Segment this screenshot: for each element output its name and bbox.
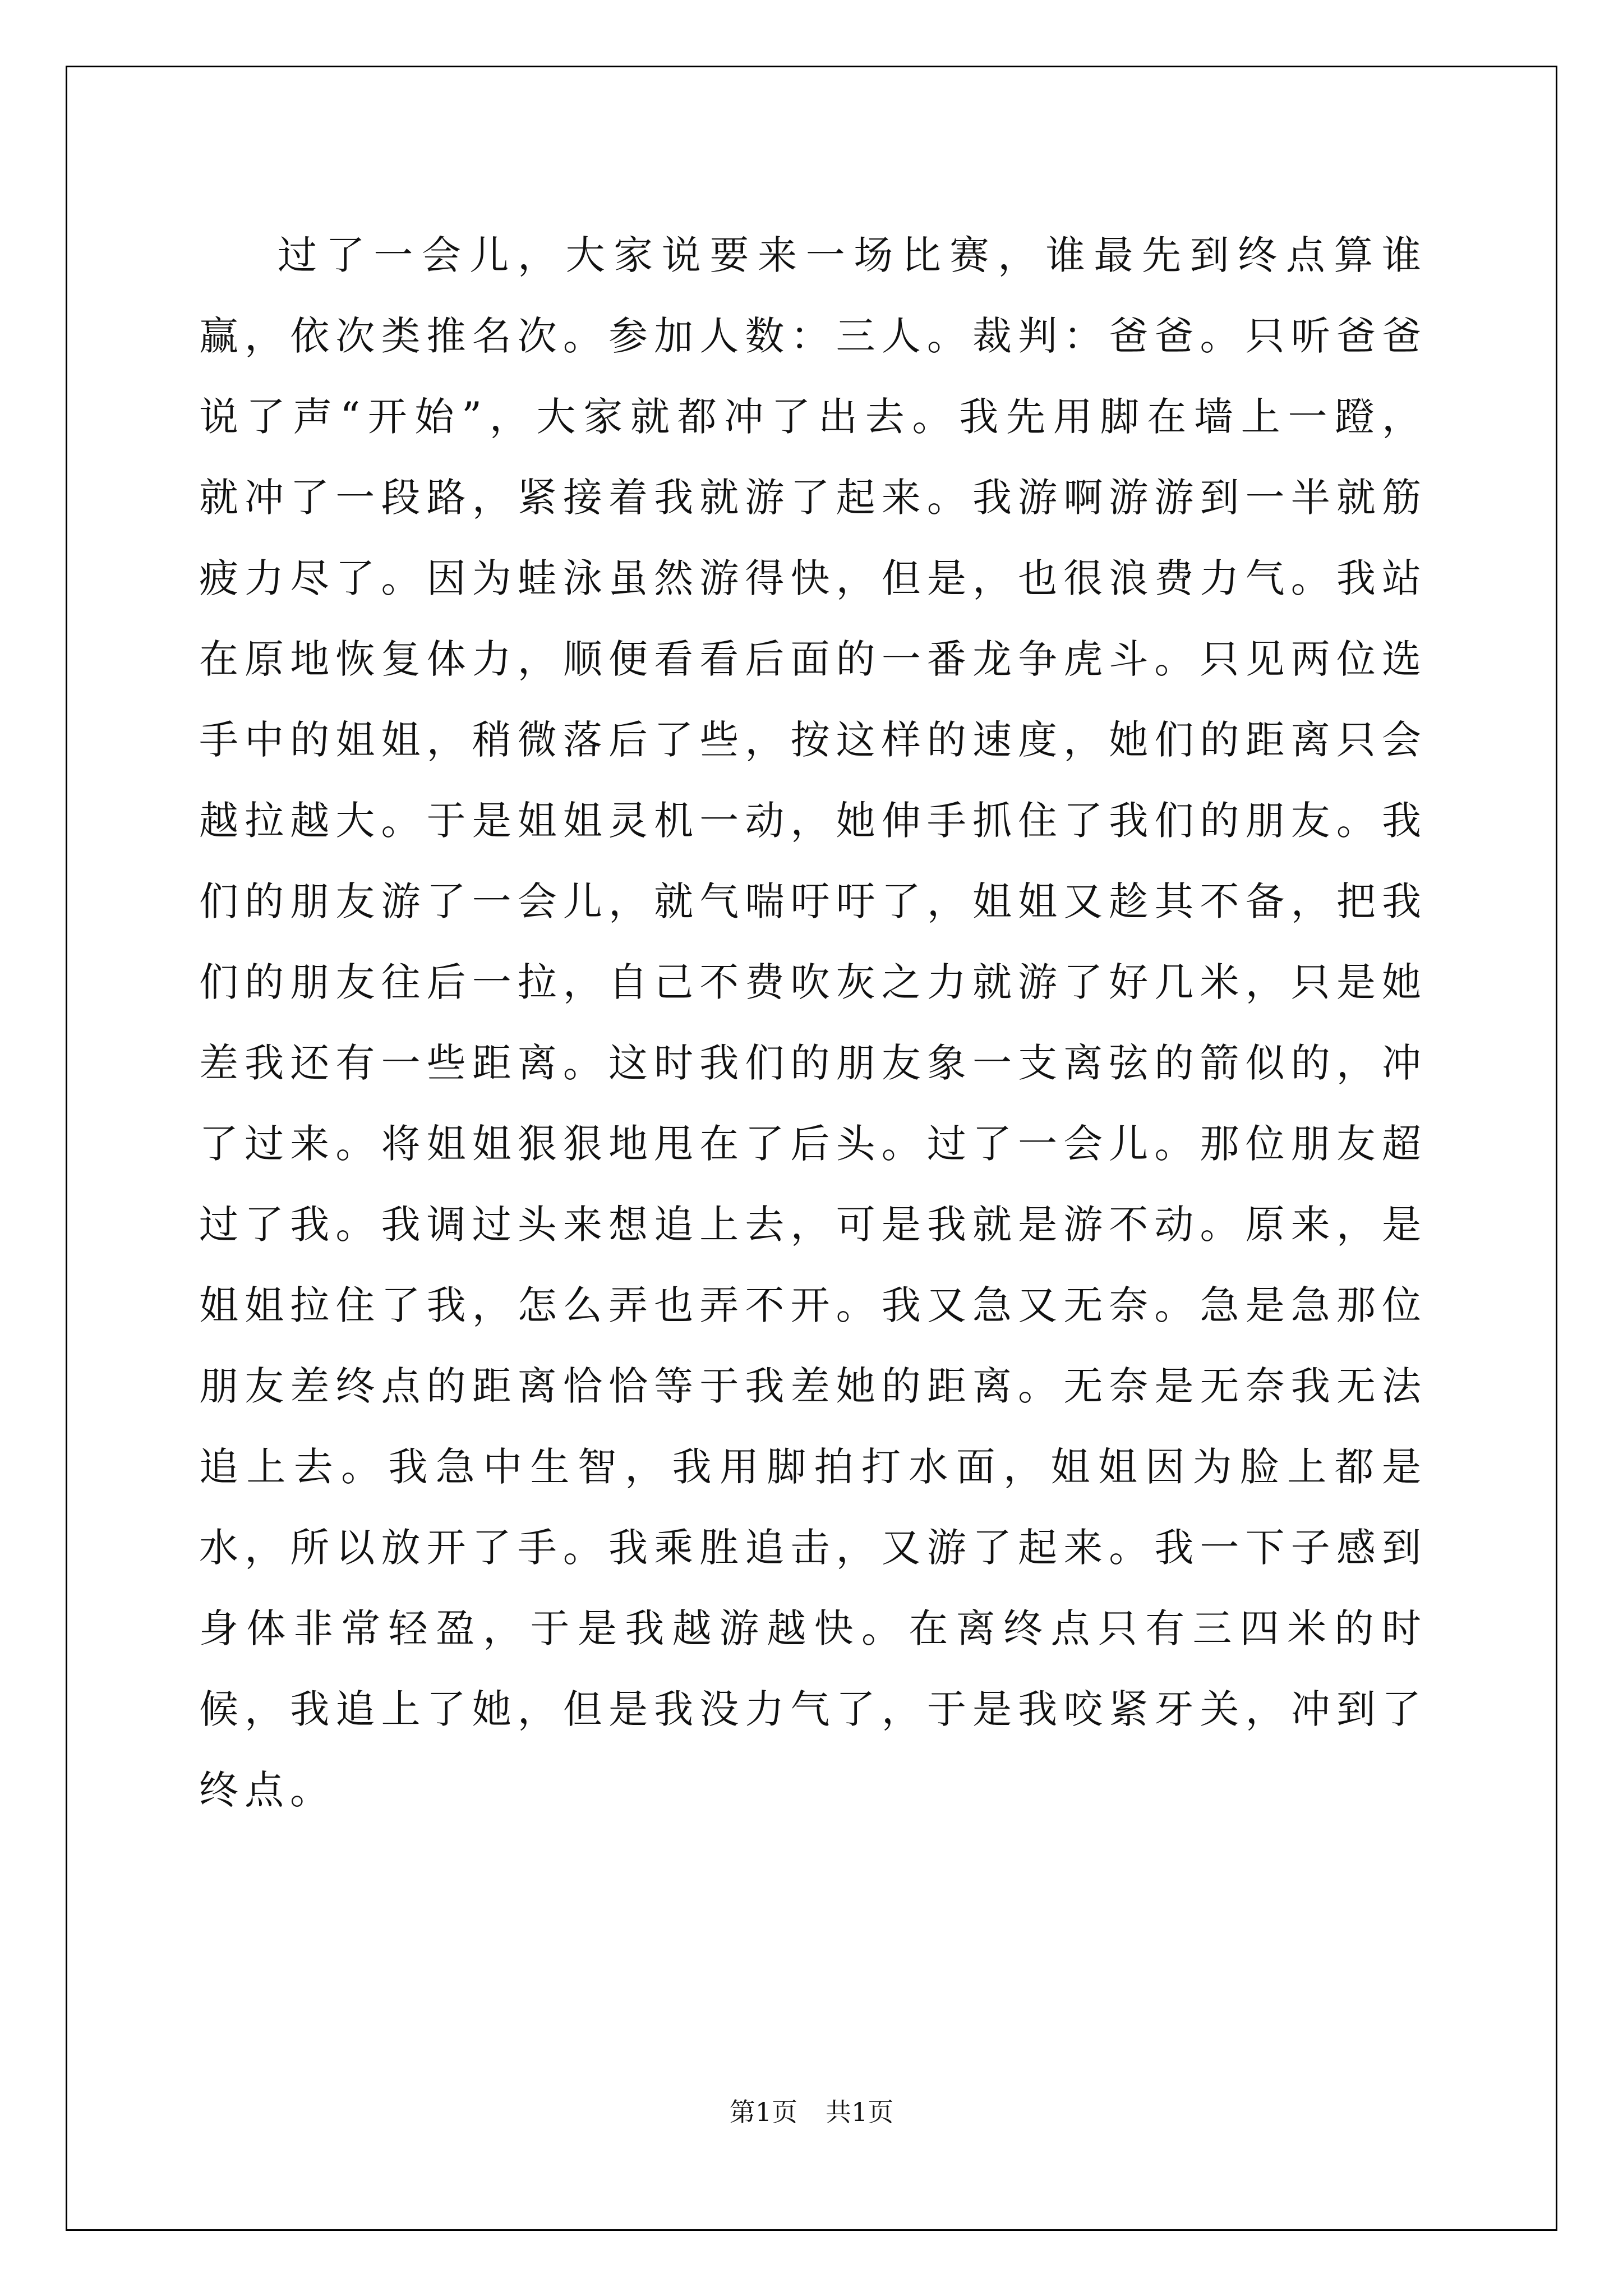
page-total: 共1页 <box>826 2097 894 2127</box>
page-number: 第1页 <box>729 2097 797 2127</box>
body-paragraph: 过了一会儿，大家说要来一场比赛，谁最先到终点算谁赢，依次类推名次。参加人数：三人。裁判：爸爸。只听爸爸说了声“开始”，大家就都冲了出去。我先用脚在墙上一蹬，就冲了一段路，紧接着我就游了起来。我游啊游游到一半就筋疲力尽了。因为蛙泳虽然游得快，但是，也很浪费力气。我站在原地恢复体力，顺便看看后面的一番龙争虎斗。只见两位选手中的姐姐，稍微落后了些，按这样的速度，她们的距离只会越拉越大。于是姐姐灵机一动，她伸手抓住了我们的朋友。我们的朋友游了一会儿，就气喘吁吁了，姐姐又趁其不备，把我们的朋友往后一拉，自己不费吹灰之力就游了好几米，只是她差我还有一些距离。这时我们的朋友象一支离弦的箭似的，冲了过来。将姐姐狠狠地甩在了后头。过了一会儿。那位朋友超过了我。我调过头来想追上去，可是我就是游不动。原来，是姐姐拉住了我，怎么弄也弄不开。我又急又无奈。急是急那位朋友差终点的距离恰恰等于我差她的距离。无奈是无奈我无法追上去。我急中生智，我用脚拍打水面，姐姐因为脸上都是水，所以放开了手。我乘胜追击，又游了起来。我一下子感到身体非常轻盈，于是我越游越快。在离终点只有三四米的时候，我追上了她，但是我没力气了，于是我咬紧牙关，冲到了终点。 <box>199 232 1427 1813</box>
page-footer <box>0 2095 1623 2129</box>
